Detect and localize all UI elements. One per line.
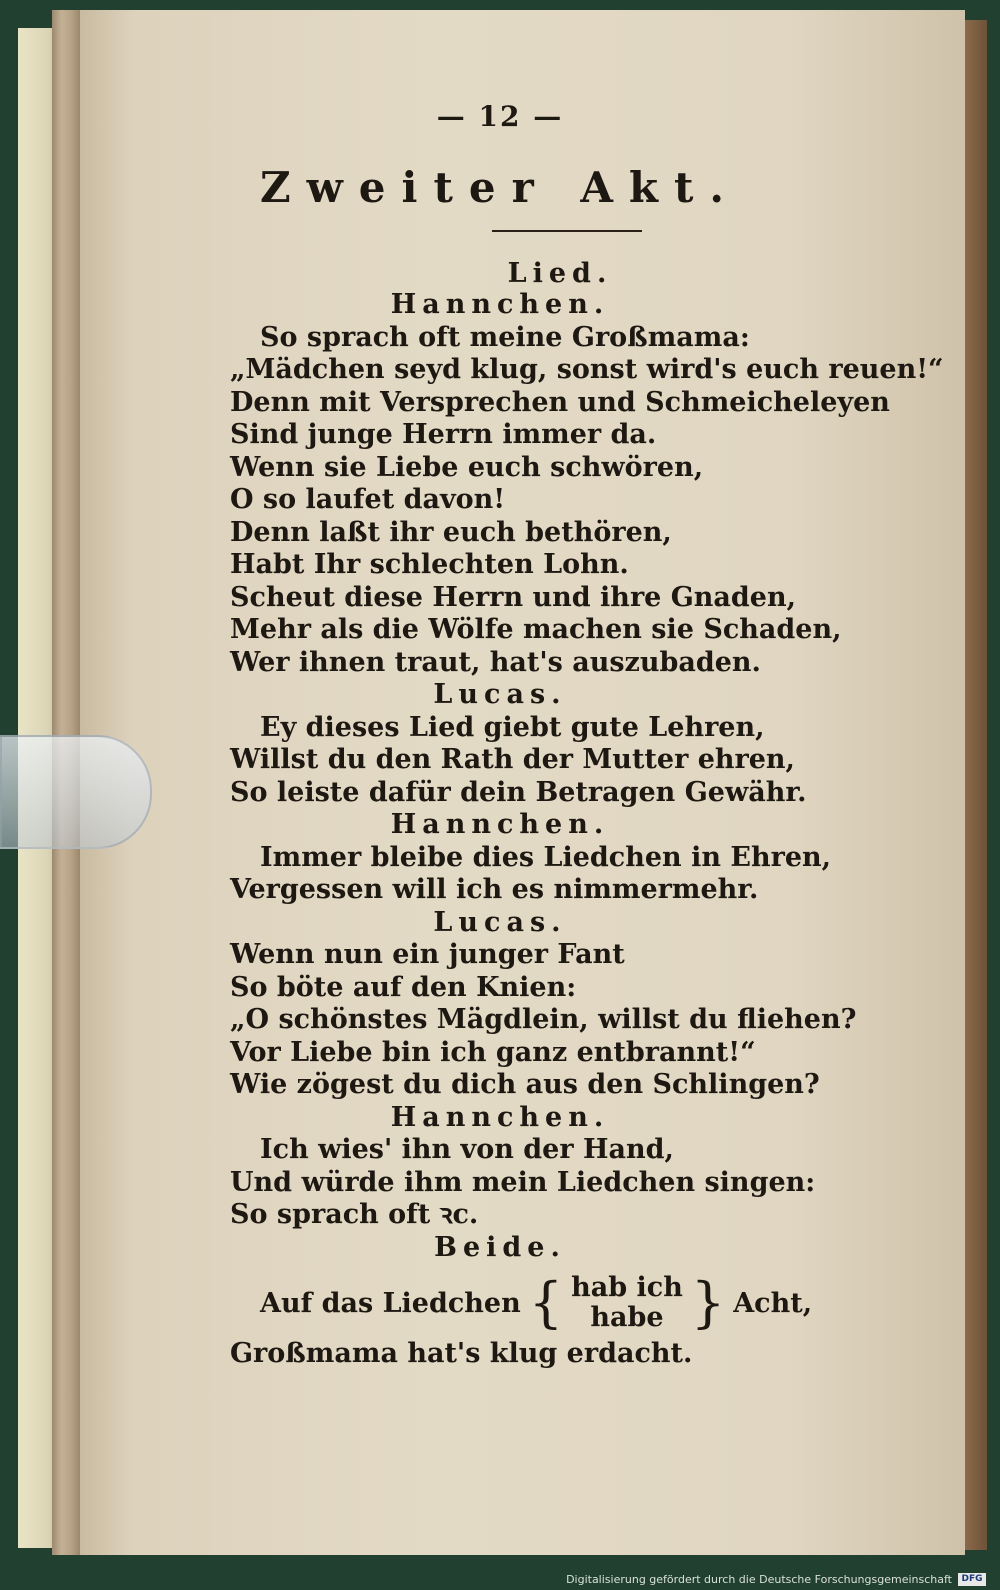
verse-line: Wie zögest du dich aus den Schlingen? bbox=[230, 1069, 820, 1100]
verse-line: Vor Liebe bin ich ganz entbrannt!“ bbox=[230, 1036, 756, 1068]
verse-line: Wenn sie Liebe euch schwören, bbox=[230, 451, 704, 483]
option-b: habe bbox=[590, 1302, 664, 1333]
verse-line: Habt Ihr schlechten Lohn. bbox=[230, 549, 629, 580]
verse-line: Denn mit Versprechen und Schmeicheleyen bbox=[230, 386, 890, 418]
speaker-label: Lucas. bbox=[433, 906, 567, 938]
option-stack bbox=[571, 1273, 683, 1333]
dfg-logo: DFG bbox=[958, 1573, 986, 1586]
verse-line: So böte auf den Knien: bbox=[230, 971, 577, 1003]
verse-line: O so laufet davon! bbox=[230, 484, 506, 515]
heading-rule bbox=[492, 230, 642, 232]
verse-line: Vergessen will ich es nimmermehr. bbox=[230, 874, 759, 905]
verse-line: So sprach oft meine Großmama: bbox=[260, 321, 750, 353]
page-content bbox=[230, 100, 944, 1371]
verse-line: Scheut diese Herrn und ihre Gnaden, bbox=[230, 581, 797, 613]
page-number: — 12 — bbox=[436, 100, 564, 133]
verse-block bbox=[230, 289, 944, 1264]
right-brace: } bbox=[690, 1271, 726, 1334]
verse-line: Sind junge Herrn immer da. bbox=[230, 419, 657, 450]
book-spine-edge bbox=[965, 20, 987, 1550]
option-a: hab ich bbox=[571, 1272, 683, 1303]
verse-line: So sprach oft ꝛc. bbox=[230, 1199, 479, 1230]
beide-line bbox=[260, 1268, 870, 1338]
speaker-label: Beide. bbox=[434, 1231, 566, 1263]
beide-prefix: Auf das Liedchen bbox=[260, 1287, 521, 1319]
beide-suffix: Acht, bbox=[733, 1287, 813, 1319]
verse-line: Wenn nun ein junger Fant bbox=[230, 939, 625, 970]
verse-line: „Mädchen seyd klug, sonst wird's euch reuen!“ bbox=[230, 354, 944, 385]
verse-line: So leiste dafür dein Betragen Gewähr. bbox=[230, 776, 807, 808]
verse-line: Immer bleibe dies Liedchen in Ehren, bbox=[260, 841, 832, 873]
verse-line: Und würde ihm mein Liedchen singen: bbox=[230, 1166, 816, 1198]
speaker-label: Hannchen. bbox=[390, 289, 610, 320]
verse-line: Ich wies' ihn von der Hand, bbox=[260, 1134, 674, 1165]
digitization-credit: Digitalisierung gefördert durch die Deutsche Forschungsgemeinschaft bbox=[566, 1573, 952, 1586]
verse-line: Ey dieses Lied giebt gute Lehren, bbox=[260, 711, 765, 743]
verse-line: Mehr als die Wölfe machen sie Schaden, bbox=[230, 614, 842, 645]
speaker-label: Hannchen. bbox=[390, 1101, 610, 1133]
speaker-label: Lucas. bbox=[433, 679, 567, 710]
left-brace: { bbox=[528, 1271, 564, 1334]
speaker-label: Hannchen. bbox=[390, 809, 610, 840]
final-line: Großmama hat's klug erdacht. bbox=[230, 1338, 693, 1369]
verse-line: Denn laßt ihr euch bethören, bbox=[230, 516, 672, 548]
verse-line: Wer ihnen traut, hat's auszubaden. bbox=[230, 646, 761, 678]
song-title: Lied. bbox=[507, 258, 613, 289]
act-heading: Zweiter Akt. bbox=[259, 163, 741, 212]
verse-line: Willst du den Rath der Mutter ehren, bbox=[230, 744, 795, 775]
verse-line: „O schönstes Mägdlein, willst du fliehen? bbox=[230, 1004, 857, 1035]
